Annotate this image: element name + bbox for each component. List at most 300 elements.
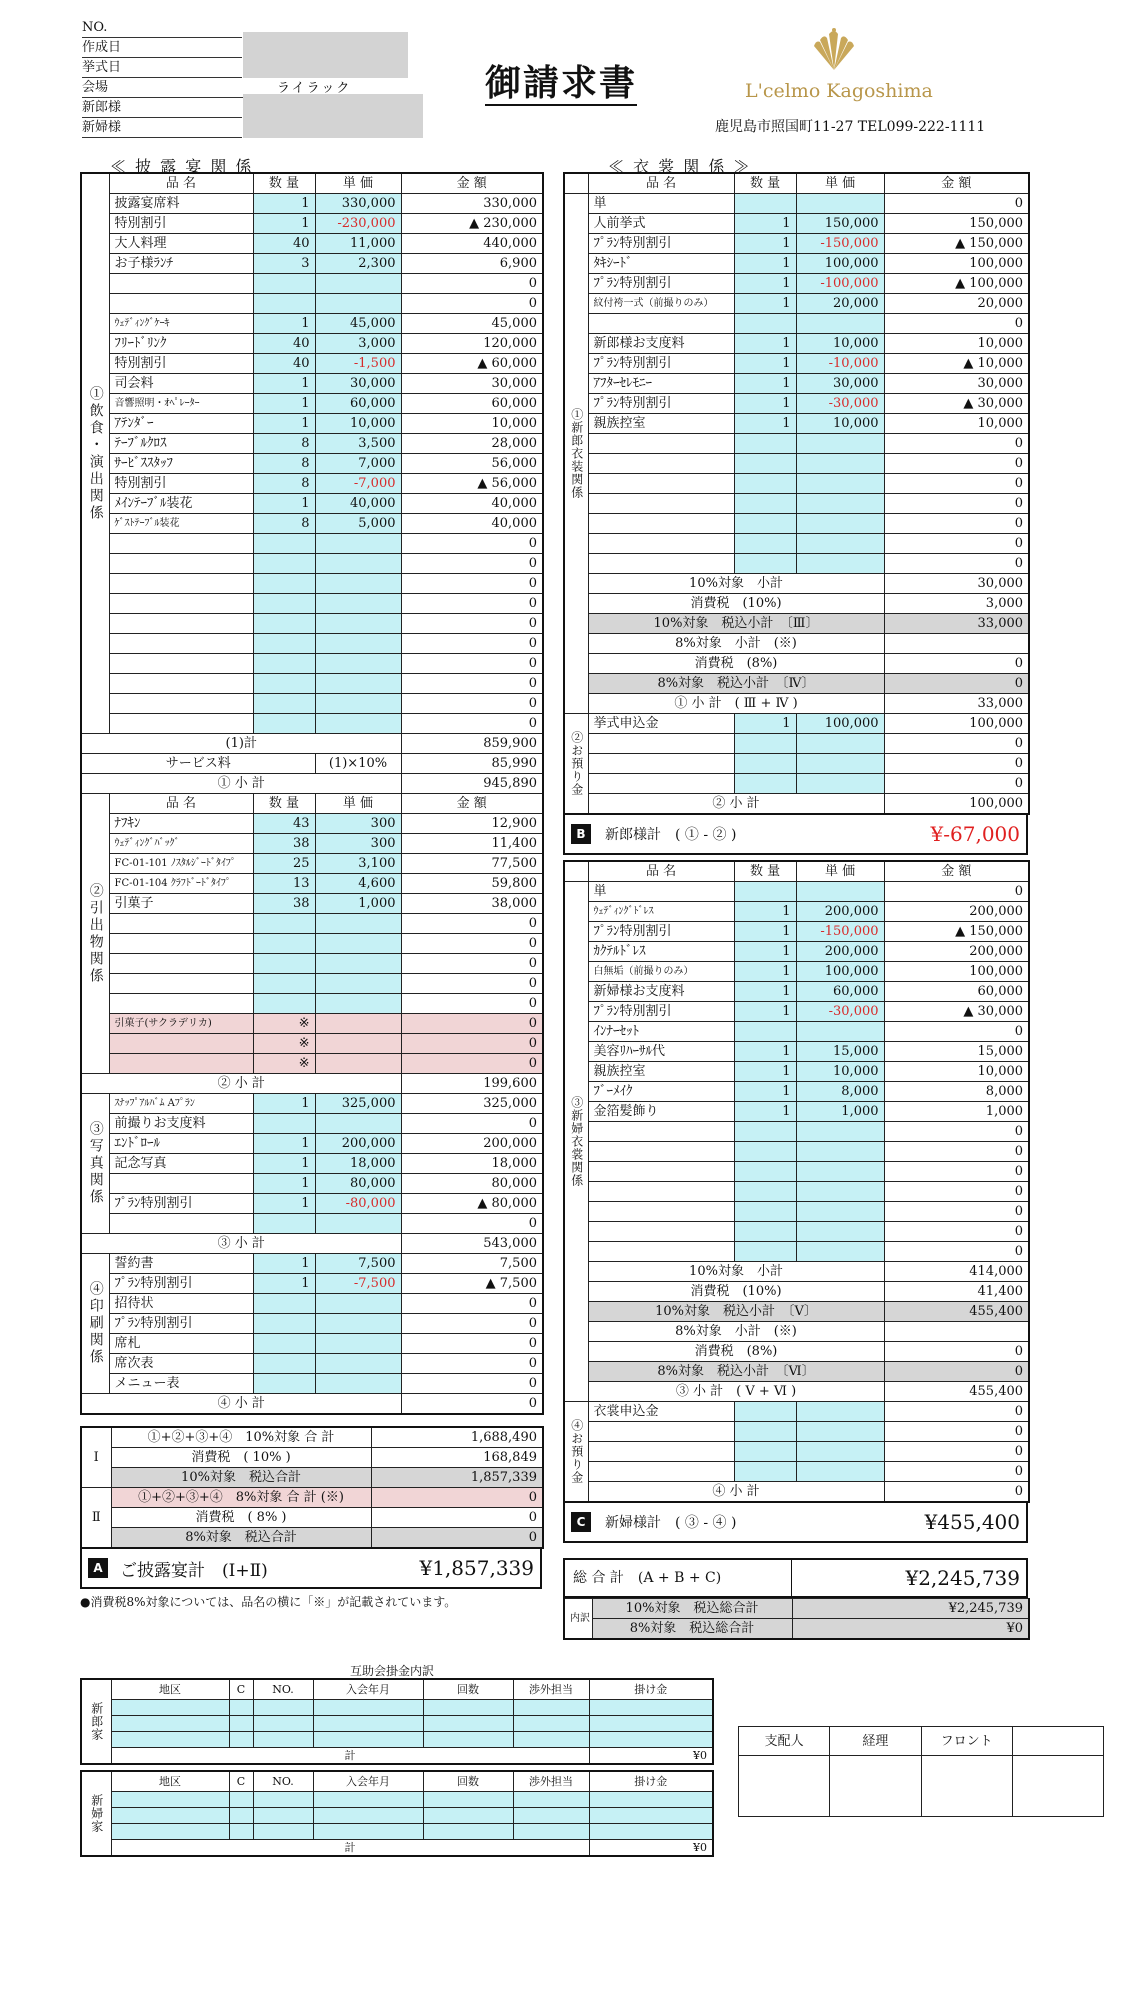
table-row: [564, 882, 1029, 902]
subtotal-label: ② 小 計: [81, 1074, 401, 1094]
table-row: [81, 314, 543, 334]
item-amount: 40,000: [401, 494, 543, 514]
tax-value: 414,000: [884, 1262, 1029, 1282]
item-amount: 0: [401, 954, 543, 974]
subtotal-label: ① 小 計: [81, 774, 401, 794]
item-qty: 1: [734, 942, 796, 962]
tax-value: 3,000: [884, 594, 1029, 614]
item-amount: 0: [401, 1354, 543, 1374]
item-qty: [734, 514, 796, 534]
item-name: 単: [588, 194, 734, 214]
item-name: 紋付袴一式（前撮りのみ）: [588, 294, 734, 314]
item-qty: [253, 1374, 315, 1394]
item-price: 150,000: [796, 214, 884, 234]
mutual-cell[interactable]: [589, 1700, 713, 1716]
tax-label: 8%対象 小計 (※): [588, 634, 884, 654]
table-row: [564, 754, 1029, 774]
table-row: [81, 274, 543, 294]
table-row: [564, 234, 1029, 254]
table-row: [81, 814, 543, 834]
mutual-row: [81, 1716, 713, 1732]
table-row: [81, 994, 543, 1014]
mutual-cell[interactable]: [513, 1732, 589, 1748]
item-qty: 1: [253, 194, 315, 214]
item-name: 金箔髪飾り: [588, 1102, 734, 1122]
item-qty: 40: [253, 234, 315, 254]
mutual-cell[interactable]: [423, 1716, 513, 1732]
mutual-col-header: 渉外担当: [513, 1771, 589, 1792]
bride-tables: [563, 860, 1030, 1543]
mutual-cell[interactable]: [513, 1716, 589, 1732]
item-price: -80,000: [315, 1194, 401, 1214]
stamp-box[interactable]: [739, 1756, 830, 1817]
stamp-label: 支配人: [739, 1727, 830, 1756]
item-qty: [253, 594, 315, 614]
item-price: [796, 194, 884, 214]
item-qty: [734, 1422, 796, 1442]
table-row: [564, 982, 1029, 1002]
mutual-cell[interactable]: [111, 1824, 229, 1840]
mutual-cell[interactable]: [313, 1792, 423, 1808]
item-qty: [734, 1022, 796, 1042]
item-price: [796, 534, 884, 554]
summary-value: 1,857,339: [371, 1468, 543, 1488]
table-row: [81, 1374, 543, 1394]
item-price: [315, 954, 401, 974]
item-name: ﾌﾟﾗﾝ特別割引: [588, 234, 734, 254]
item-name: ﾀｷｼｰﾄﾞ: [588, 254, 734, 274]
mutual-col-header: NO.: [253, 1679, 313, 1700]
mutual-total-label: 計: [111, 1748, 589, 1765]
summary-label: 消費税 ( 8% ): [111, 1508, 371, 1528]
item-qty: 3: [253, 254, 315, 274]
item-qty: 25: [253, 854, 315, 874]
item-name: [109, 994, 253, 1014]
item-name: [588, 754, 734, 774]
tax-value: 33,000: [884, 694, 1029, 714]
mutual-cell[interactable]: [423, 1732, 513, 1748]
item-name: FC-01-104 ｸﾗﾌﾄﾞｰﾄﾞﾀｲﾌﾟ: [109, 874, 253, 894]
table-row: [564, 334, 1029, 354]
tax-note: ●消費税8%対象については、品名の横に「※」が記載されています。: [80, 1595, 457, 1609]
mutual-cell[interactable]: [229, 1808, 253, 1824]
tax-row: [564, 594, 1029, 614]
item-name: 前撮りお支度料: [109, 1114, 253, 1134]
item-qty: 1: [734, 1062, 796, 1082]
item-name: [588, 1122, 734, 1142]
item-name: 席次表: [109, 1354, 253, 1374]
table-row: [81, 1114, 543, 1134]
table-row: [564, 1162, 1029, 1182]
tax8-mark: ※: [253, 1014, 315, 1034]
price-col-header: 単 価: [315, 794, 401, 814]
stamp-box[interactable]: [921, 1756, 1012, 1817]
item-qty: [734, 1442, 796, 1462]
tax-value: 30,000: [884, 574, 1029, 594]
mutual-cell[interactable]: [229, 1824, 253, 1840]
item-amount: 100,000: [884, 254, 1029, 274]
table-row: [81, 234, 543, 254]
item-price: [796, 494, 884, 514]
item-amount: 0: [401, 274, 543, 294]
mutual-cell[interactable]: [253, 1792, 313, 1808]
qty-col-header: 数 量: [253, 173, 315, 194]
table-row: [564, 374, 1029, 394]
item-price: 60,000: [796, 982, 884, 1002]
item-price: 3,000: [315, 334, 401, 354]
header-label: NO.: [82, 18, 242, 38]
item-name: [588, 494, 734, 514]
item-price: [315, 574, 401, 594]
mutual-cell[interactable]: [111, 1732, 229, 1748]
item-amount: 0: [884, 1122, 1029, 1142]
tax-row: [564, 634, 1029, 654]
item-amount: 0: [884, 554, 1029, 574]
item-amount: 0: [401, 1054, 543, 1074]
tax-value: 455,400: [884, 1302, 1029, 1322]
item-amount: 0: [401, 1334, 543, 1354]
mutual-cell[interactable]: [589, 1808, 713, 1824]
mutual-cell[interactable]: [513, 1700, 589, 1716]
item-qty: [253, 534, 315, 554]
item-price: 1,000: [315, 894, 401, 914]
table-row: [81, 574, 543, 594]
item-price: [796, 554, 884, 574]
grand-detail-label: 内訳: [564, 1599, 592, 1640]
grand-detail-name: 10%対象 税込総合計: [592, 1599, 792, 1619]
item-amount: 0: [884, 1402, 1029, 1422]
tax-row: [564, 654, 1029, 674]
item-amount: 10,000: [884, 334, 1029, 354]
item-qty: 1: [253, 414, 315, 434]
grand-detail-name: 8%対象 税込総合計: [592, 1619, 792, 1640]
item-name: ﾌﾟﾗﾝ特別割引: [588, 1002, 734, 1022]
mutual-col-header: 回数: [423, 1679, 513, 1700]
item-amount: 0: [884, 314, 1029, 334]
item-qty: [253, 1294, 315, 1314]
item-name: 挙式申込金: [588, 714, 734, 734]
mutual-col-header: 掛け金: [589, 1771, 713, 1792]
item-amount: ▲ 30,000: [884, 394, 1029, 414]
subtotal-label: ④ 小 計: [588, 1482, 884, 1503]
item-price: [315, 934, 401, 954]
venue-value: ライラック: [277, 81, 352, 96]
item-amount: 56,000: [401, 454, 543, 474]
tax-row: [564, 1262, 1029, 1282]
item-amount: 0: [884, 1462, 1029, 1482]
item-name: [109, 934, 253, 954]
mutual-cell[interactable]: [253, 1732, 313, 1748]
amount-col-header: 金 額: [884, 861, 1029, 882]
item-price: [796, 474, 884, 494]
mutual-cell[interactable]: [313, 1808, 423, 1824]
mutual-cell[interactable]: [253, 1824, 313, 1840]
item-name: [588, 454, 734, 474]
mutual-cell[interactable]: [111, 1700, 229, 1716]
item-amount: 0: [884, 734, 1029, 754]
item-amount: 77,500: [401, 854, 543, 874]
costume-tables: [563, 172, 1030, 855]
tax-label: 8%対象 税込小計 〔Ⅵ〕: [588, 1362, 884, 1382]
subtotal-row: [81, 1394, 543, 1415]
mutual-title: 互助会掛金内訳: [350, 1664, 435, 1678]
table-row: [81, 854, 543, 874]
item-amount: 40,000: [401, 514, 543, 534]
price-col-header: 単 価: [796, 173, 884, 194]
item-amount: 0: [401, 654, 543, 674]
item-name: [109, 554, 253, 574]
mutual-table-bride: [80, 1770, 714, 1857]
mutual-cell[interactable]: [253, 1700, 313, 1716]
item-qty: 1: [734, 714, 796, 734]
mutual-cell[interactable]: [423, 1824, 513, 1840]
mutual-cell[interactable]: [589, 1824, 713, 1840]
mutual-cell[interactable]: [313, 1700, 423, 1716]
table-row: [81, 714, 543, 734]
stamp-box[interactable]: [1012, 1756, 1103, 1817]
mutual-cell[interactable]: [253, 1808, 313, 1824]
table-row: [564, 734, 1029, 754]
item-price: 300: [315, 834, 401, 854]
item-name: ﾒｲﾝﾃｰﾌﾞﾙ装花: [109, 494, 253, 514]
item-name: ｲﾝﾅｰｾｯﾄ: [588, 1022, 734, 1042]
tax-row: [564, 1302, 1029, 1322]
item-qty: [253, 994, 315, 1014]
item-qty: [734, 882, 796, 902]
mutual-cell[interactable]: [423, 1792, 513, 1808]
badge-a: A: [88, 1558, 108, 1578]
item-price: 100,000: [796, 714, 884, 734]
mutual-cell[interactable]: [313, 1824, 423, 1840]
badge-c: C: [571, 1512, 591, 1532]
item-price: [796, 734, 884, 754]
item-amount: 200,000: [884, 902, 1029, 922]
total-label: (1)計: [81, 734, 401, 754]
item-qty: [253, 1334, 315, 1354]
item-price: 200,000: [315, 1134, 401, 1154]
item-price: -10,000: [796, 354, 884, 374]
item-amount: 0: [401, 1214, 543, 1234]
header-label: 挙式日: [82, 58, 242, 78]
item-price: [796, 1402, 884, 1422]
mutual-cell[interactable]: [229, 1700, 253, 1716]
item-price: [315, 1294, 401, 1314]
grand-detail-value: ¥2,245,739: [792, 1599, 1029, 1619]
item-amount: 0: [401, 614, 543, 634]
mutual-row: [81, 1824, 713, 1840]
item-name: ｳｪﾃﾞｨﾝｸﾞﾊﾞｯｸﾞ: [109, 834, 253, 854]
table-row: [564, 1022, 1029, 1042]
item-name: [588, 774, 734, 794]
mutual-col-header: 入会年月: [313, 1771, 423, 1792]
item-price: 100,000: [796, 962, 884, 982]
mutual-cell[interactable]: [313, 1732, 423, 1748]
item-amount: 8,000: [884, 1082, 1029, 1102]
mutual-cell[interactable]: [253, 1716, 313, 1732]
item-price: [796, 1122, 884, 1142]
summary-value: 168,849: [371, 1448, 543, 1468]
item-amount: 325,000: [401, 1094, 543, 1114]
item-name: ｱﾃﾝﾀﾞｰ: [109, 414, 253, 434]
item-qty: [253, 954, 315, 974]
item-amount: 7,500: [401, 1254, 543, 1274]
item-price: [796, 1242, 884, 1262]
tax-value: 0: [884, 1342, 1029, 1362]
column-header-row: [81, 173, 543, 194]
item-amount: 0: [884, 754, 1029, 774]
table-row: [81, 514, 543, 534]
item-amount: 45,000: [401, 314, 543, 334]
subtotal-label: ④ 小 計: [81, 1394, 401, 1415]
tax-label: 10%対象 税込小計 〔Ⅴ〕: [588, 1302, 884, 1322]
item-amount: 80,000: [401, 1174, 543, 1194]
mutual-total-row: [81, 1748, 713, 1765]
item-qty: 1: [734, 394, 796, 414]
item-qty: [734, 1462, 796, 1482]
mutual-cell[interactable]: [313, 1716, 423, 1732]
table-row: [81, 1314, 543, 1334]
table-row: [564, 1442, 1029, 1462]
item-price: 10,000: [796, 1062, 884, 1082]
item-price: 10,000: [796, 334, 884, 354]
table-row: [81, 914, 543, 934]
item-qty: [734, 734, 796, 754]
item-price: 20,000: [796, 294, 884, 314]
subtotal-value: 199,600: [401, 1074, 543, 1094]
grand-total: [563, 1558, 1030, 1640]
table-row: [564, 1002, 1029, 1022]
item-amount: 10,000: [884, 414, 1029, 434]
item-qty: 1: [253, 1094, 315, 1114]
table-row: [564, 294, 1029, 314]
tax-row: [564, 1322, 1029, 1342]
item-amount: 30,000: [401, 374, 543, 394]
item-amount: 0: [401, 574, 543, 594]
item-name: [588, 1202, 734, 1222]
mutual-cell[interactable]: [513, 1808, 589, 1824]
item-amount: 0: [401, 674, 543, 694]
item-qty: 1: [734, 254, 796, 274]
mutual-cell[interactable]: [111, 1792, 229, 1808]
summary-label: 8%対象 税込合計: [111, 1528, 371, 1549]
mutual-cell[interactable]: [589, 1732, 713, 1748]
table-row: [564, 1182, 1029, 1202]
item-name: 特別割引: [109, 474, 253, 494]
item-name: [588, 514, 734, 534]
tax-value: 0: [884, 654, 1029, 674]
mutual-cell[interactable]: [423, 1700, 513, 1716]
mutual-cell[interactable]: [513, 1792, 589, 1808]
item-name: [109, 574, 253, 594]
item-name: [109, 974, 253, 994]
item-qty: [734, 554, 796, 574]
item-price: 2,300: [315, 254, 401, 274]
item-name: 新郎様お支度料: [588, 334, 734, 354]
item-price: -230,000: [315, 214, 401, 234]
item-amount: 0: [884, 1162, 1029, 1182]
item-qty: 1: [253, 1174, 315, 1194]
table-row: [81, 834, 543, 854]
item-qty: 1: [253, 394, 315, 414]
bride-total-label: 新婦様計 ( ③ - ④ ): [605, 1515, 737, 1531]
table-row: [81, 894, 543, 914]
mutual-cell[interactable]: [111, 1716, 229, 1732]
subtotal-value: 100,000: [884, 794, 1029, 815]
table-row: [81, 294, 543, 314]
stamp-box[interactable]: [830, 1756, 921, 1817]
section-side-label: ②お預り金: [564, 714, 588, 815]
header-label: 新郎様: [82, 98, 242, 118]
item-amount: 100,000: [884, 962, 1029, 982]
table-row: [81, 214, 543, 234]
table-row: [81, 1254, 543, 1274]
item-name: 親族控室: [588, 414, 734, 434]
table-row: [81, 434, 543, 454]
table-row: [564, 902, 1029, 922]
table-row: [81, 954, 543, 974]
item-amount: 20,000: [884, 294, 1029, 314]
item-name: ｱﾌﾀｰｾﾚﾓﾆｰ: [588, 374, 734, 394]
mutual-cell[interactable]: [589, 1716, 713, 1732]
tax-row: [564, 1362, 1029, 1382]
tax-label: 消費税 (8%): [588, 654, 884, 674]
table-row: [564, 354, 1029, 374]
item-name: ｻｰﾋﾞｽｽﾀｯﾌ: [109, 454, 253, 474]
mutual-header-row: [81, 1771, 713, 1792]
item-name: 引菓子: [109, 894, 253, 914]
table-row: [564, 494, 1029, 514]
mutual-cell[interactable]: [423, 1808, 513, 1824]
tax-label: 10%対象 小計: [588, 574, 884, 594]
table-row: [564, 1142, 1029, 1162]
item-qty: [253, 554, 315, 574]
grand-total-value: ¥2,245,739: [905, 1566, 1020, 1590]
item-price: [315, 714, 401, 734]
mutual-cell[interactable]: [111, 1808, 229, 1824]
summary-label: ①+②+③+④ 10%対象 合 計: [111, 1427, 371, 1448]
item-amount: 0: [884, 434, 1029, 454]
table-row: [564, 454, 1029, 474]
mutual-cell[interactable]: [229, 1732, 253, 1748]
item-qty: 1: [734, 902, 796, 922]
total-row: [81, 734, 543, 754]
item-price: [796, 454, 884, 474]
table-row: [564, 1242, 1029, 1262]
item-amount: 38,000: [401, 894, 543, 914]
item-qty: [734, 774, 796, 794]
item-name: [109, 954, 253, 974]
subtotal-value: 543,000: [401, 1234, 543, 1254]
mutual-cell[interactable]: [589, 1792, 713, 1808]
item-price: -1,500: [315, 354, 401, 374]
mutual-cell[interactable]: [229, 1716, 253, 1732]
header-label: 新婦様: [82, 118, 242, 138]
item-qty: [734, 1162, 796, 1182]
mutual-cell[interactable]: [513, 1824, 589, 1840]
item-name: [109, 674, 253, 694]
table-row: [81, 1174, 543, 1194]
amount-col-header: 金 額: [401, 173, 543, 194]
column-header-row: [564, 173, 1029, 194]
item-amount: ▲ 30,000: [884, 1002, 1029, 1022]
mutual-col-header: 地区: [111, 1771, 229, 1792]
item-qty: 43: [253, 814, 315, 834]
bride-total-value: ¥455,400: [924, 1510, 1020, 1534]
item-price: 80,000: [315, 1174, 401, 1194]
item-price: 5,000: [315, 514, 401, 534]
mutual-cell[interactable]: [229, 1792, 253, 1808]
reception-tables: [80, 172, 544, 1415]
